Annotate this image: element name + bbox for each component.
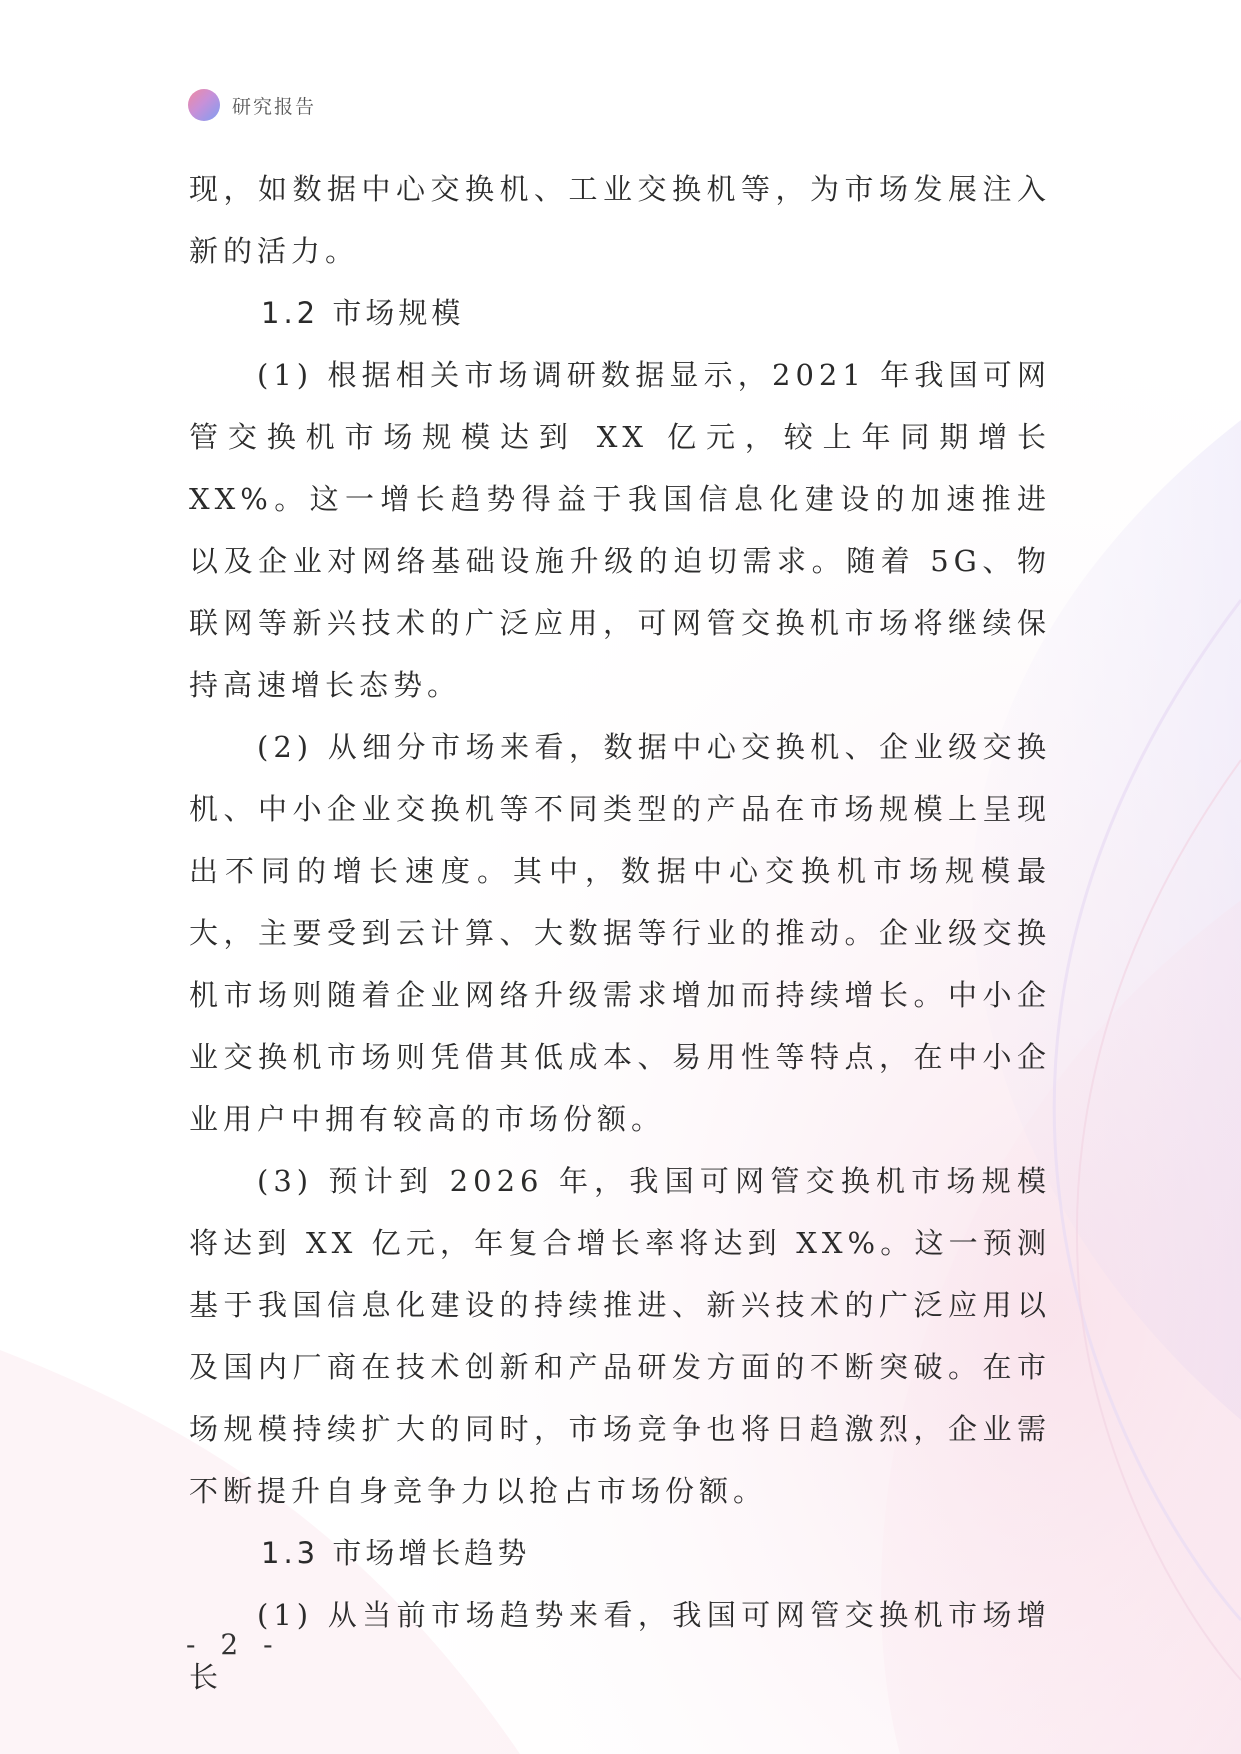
paragraph-3: (3) 预计到 2026 年，我国可网管交换机市场规模将达到 XX 亿元，年复合增长率将达到 XX%。这一预测基于我国信息化建设的持续推进、新兴技术的广泛应用以及国内厂商在技术创新和产品研发方面的不断突破。在市场规模持续扩大的同时，市场竞争也将日趋激烈，企业需不断提升自身竞争力以抢占市场份额。 (189, 1164, 1051, 1508)
section-heading-1-2: 1.2 市场规模 (261, 296, 465, 330)
header-title: 研究报告 (232, 95, 317, 118)
paragraph-continuation: 现，如数据中心交换机、工业交换机等，为市场发展注入新的活力。 (189, 172, 1051, 268)
report-header (188, 88, 316, 122)
paragraph-1: (1) 根据相关市场调研数据显示，2021 年我国可网管交换机市场规模达到 XX 亿元，较上年同期增长 XX%。这一增长趋势得益于我国信息化建设的加速推进以及企业对网络基础设施升级的迫切需求。随着 5G、物联网等新兴技术的广泛应用，可网管交换机市场将继续保持高速增长态势。 (189, 358, 1051, 702)
document-body (189, 158, 1051, 1708)
paragraph-2: (2) 从细分市场来看，数据中心交换机、企业级交换机、中小企业交换机等不同类型的产品在市场规模上呈现出不同的增长速度。其中，数据中心交换机市场规模最大，主要受到云计算、大数据等行业的推动。企业级交换机市场则随着企业网络升级需求增加而持续增长。中小企业交换机市场则凭借其低成本、易用性等特点，在中小企业用户中拥有较高的市场份额。 (189, 730, 1051, 1136)
paragraph-4: (1) 从当前市场趋势来看，我国可网管交换机市场增长 (189, 1598, 1051, 1694)
report-logo-icon (188, 89, 220, 121)
section-heading-1-3: 1.3 市场增长趋势 (261, 1536, 531, 1570)
page-number: - 2 - (186, 1628, 281, 1661)
